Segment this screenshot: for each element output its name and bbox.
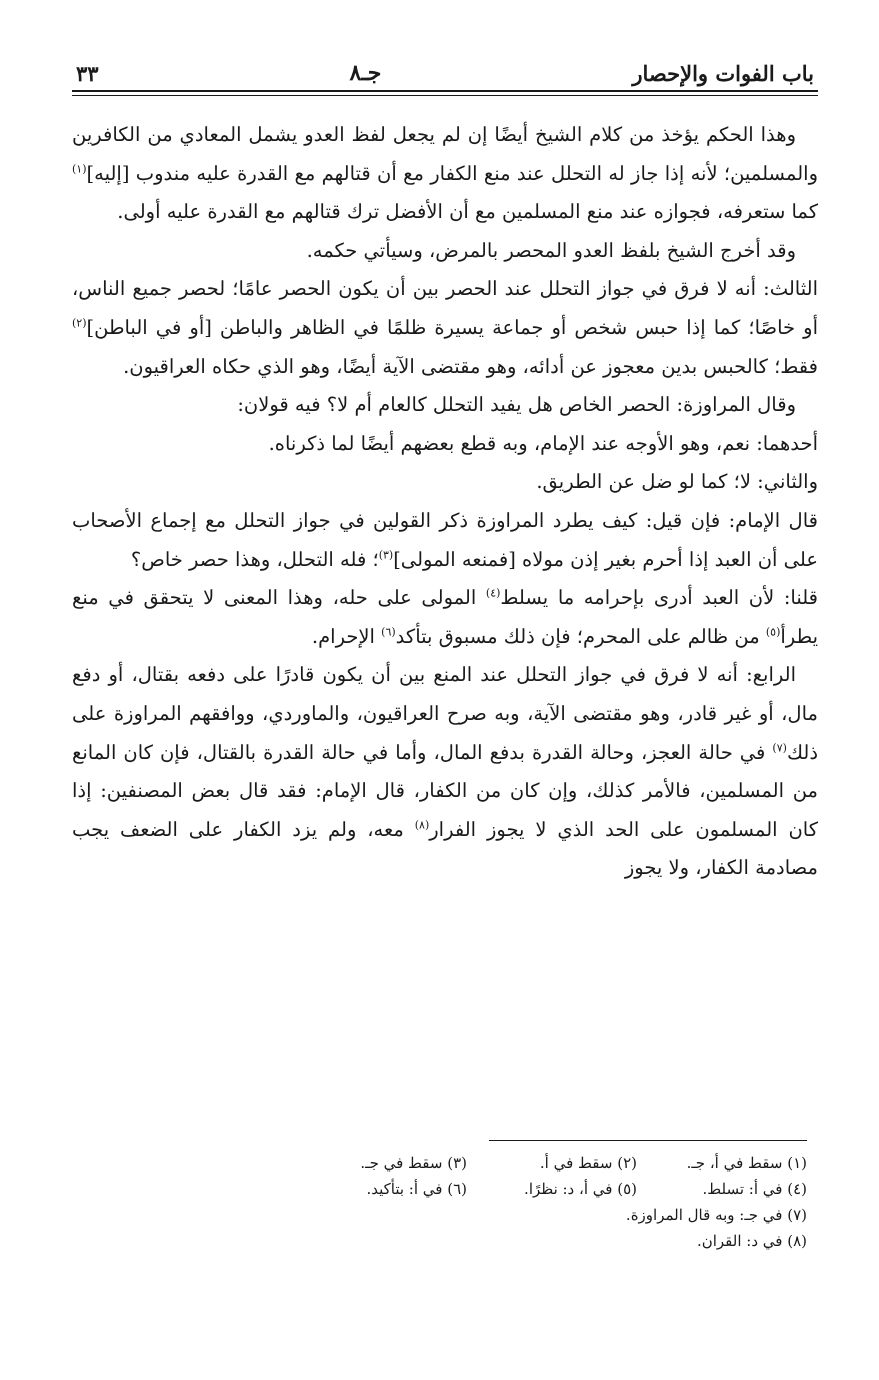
paragraph: والثاني: لا؛ كما لو ضل عن الطريق. xyxy=(536,470,818,494)
footnote-ref[interactable]: (٤) xyxy=(485,586,501,600)
footnote-row xyxy=(207,1176,807,1202)
paragraph: وقد أخرج الشيخ بلفظ العدو المحصر بالمرض، وسيأتي حكمه. xyxy=(306,238,796,262)
footnote-ref[interactable]: (٥) xyxy=(765,625,781,639)
footnote-ref[interactable]: (٧) xyxy=(772,741,787,754)
footnote-separator xyxy=(489,1140,807,1141)
footnote: (١) سقط في أ، جـ. xyxy=(686,1154,807,1172)
paragraph: قال الإمام: فإن قيل: كيف يطرد المراوزة ذكر القولين في جواز التحلل مع إجماع الأصحاب على أن العبد إذا أحرم بغير إذن مولاه [فمنعه المولى]$^{(٣)}$؛ فله التحلل، وهذا حصر خاص؟ xyxy=(72,508,818,571)
header-rule xyxy=(72,90,818,92)
page xyxy=(72,48,818,888)
footnote-row xyxy=(207,1150,807,1176)
paragraph: وهذا الحكم يؤخذ من كلام الشيخ أيضًا إن لم يجعل لفظ العدو يشمل المعادي من الكافرين والمسلمين؛ لأنه إذا جاز له التحلل عند منع الكفار مع أن قتالهم مع القدرة عليه مندوب [إليه]$^{(١)}$ كما ستعرفه، فجوازه عند منع المسلمين مع أن الأفضل ترك قتالهم مع القدرة عليه أولى. xyxy=(72,123,818,224)
footnote: (٤) في أ: تسلط. xyxy=(702,1180,807,1198)
footnotes xyxy=(207,1150,807,1254)
footnote-ref[interactable]: (٦) xyxy=(381,625,396,639)
header-rule-thin xyxy=(72,95,818,96)
footnote: (٧) في جـ: وبه قال المراوزة. xyxy=(625,1206,807,1224)
paragraph: أحدهما: نعم، وهو الأوجه عند الإمام، وبه قطع بعضهم أيضًا لما ذكرناه. xyxy=(268,431,818,455)
volume-label: جـ٨ xyxy=(349,60,382,86)
footnote-ref[interactable]: (٨) xyxy=(414,818,430,832)
header-title: باب الفوات والإحصار xyxy=(632,61,814,86)
paragraph: وقال المراوزة: الحصر الخاص هل يفيد التحلل كالعام أم لا؟ فيه قولان: xyxy=(237,393,796,417)
main-text xyxy=(72,116,818,888)
footnote-ref[interactable]: (١) xyxy=(72,162,87,176)
footnote-ref[interactable]: (٣) xyxy=(378,548,394,562)
footnote: (٨) في د: القران. xyxy=(696,1232,807,1250)
footnote-ref[interactable]: (٢) xyxy=(72,316,87,330)
paragraph: الرابع: أنه لا فرق في جواز التحلل عند المنع بين أن يكون قادرًا على دفعه بقتال، أو دفع مال، أو غير قادر، وهو مقتضى الآية، وبه صرح العراقيون، والماوردي، ووافقهم المراوزة على ذلك$^{(٧)}$ في حالة العجز، وحالة القدرة بدفع المال، وأما في حالة القدرة بالقتال، فإن كان المانع من المسلمين، فالأمر كذلك، وإن كان من الكفار، قال الإمام: فقد قال بعض المصنفين: إذا كان المسلمون على الحد الذي لا يجوز الفرار$^{(٨)}$ معه، ولم يزد الكفار على الضعف يجب مصادمة الكفار، ولا يجوز xyxy=(72,663,818,880)
footnote: (٢) سقط في أ. xyxy=(539,1154,637,1172)
paragraph: قلنا: لأن العبد أدرى بإحرامه ما يسلط$^{(٤)}$ المولى على حله، وهذا المعنى لا يتحقق في منع يطرأ$^{(٥)}$ من ظالم على المحرم؛ فإن ذلك مسبوق بتأكد$^{(٦)}$ الإحرام. xyxy=(72,586,818,648)
footnote: (٦) في أ: بتأكيد. xyxy=(366,1180,467,1198)
page-number: ٣٣ xyxy=(76,61,99,86)
paragraph: الثالث: أنه لا فرق في جواز التحلل عند الحصر بين أن يكون الحصر عامًا؛ لحصر جميع الناس، أو خاصًا؛ كما إذا حبس شخص أو جماعة يسيرة ظلمًا في الظاهر والباطن [أو في الباطن]$^{(٢)}$ فقط؛ كالحبس بدين معجوز عن أدائه، وهو مقتضى الآية أيضًا، وهو الذي حكاه العراقيون. xyxy=(72,277,818,378)
footnote: (٥) في أ، د: نظرًا. xyxy=(524,1180,637,1198)
footnote: (٣) سقط في جـ. xyxy=(360,1154,467,1172)
running-header xyxy=(72,48,818,86)
